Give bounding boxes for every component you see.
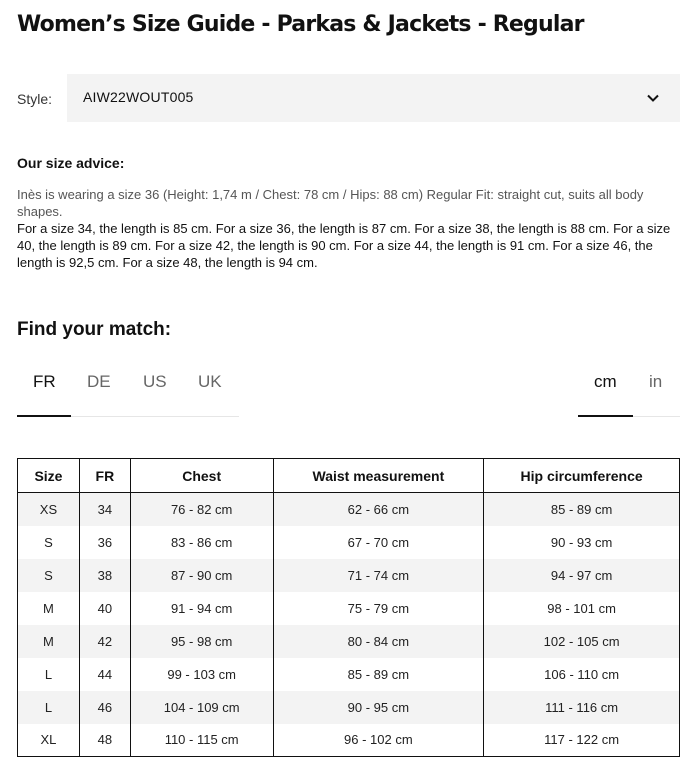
table-row bbox=[18, 724, 680, 757]
tab-region-uk[interactable]: UK bbox=[198, 372, 222, 391]
header-hip: Hip circumference bbox=[484, 459, 680, 493]
style-select[interactable] bbox=[67, 74, 680, 122]
cell-chest: 87 - 90 cm bbox=[130, 559, 273, 592]
cell-chest: 83 - 86 cm bbox=[130, 526, 273, 559]
cell-hip: 85 - 89 cm bbox=[484, 493, 680, 526]
table-header-row bbox=[18, 459, 680, 493]
header-fr: FR bbox=[79, 459, 130, 493]
page-title: Women’s Size Guide - Parkas & Jackets - Regular bbox=[17, 12, 584, 37]
cell-hip: 94 - 97 cm bbox=[484, 559, 680, 592]
cell-fr: 42 bbox=[79, 625, 130, 658]
cell-fr: 46 bbox=[79, 691, 130, 724]
advice-length-info: For a size 34, the length is 85 cm. For a size 36, the length is 87 cm. For a size 38, the length is 88 cm. For a size 40, the length is 89 cm. For a size 42, the length is 90 cm. For a size 44, the length is 91 cm. For a size 46, the length is 92,5 cm. For a size 48, the length is 94 cm. bbox=[17, 221, 671, 270]
table-row bbox=[18, 559, 680, 592]
cell-fr: 40 bbox=[79, 592, 130, 625]
tab-unit-in[interactable]: in bbox=[649, 372, 663, 391]
table-row bbox=[18, 658, 680, 691]
cell-size: M bbox=[18, 592, 80, 625]
header-size: Size bbox=[18, 459, 80, 493]
cell-fr: 36 bbox=[79, 526, 130, 559]
cell-waist: 80 - 84 cm bbox=[273, 625, 484, 658]
unit-tab-underline bbox=[578, 415, 633, 417]
table-row bbox=[18, 691, 680, 724]
cell-waist: 96 - 102 cm bbox=[273, 724, 484, 757]
cell-fr: 38 bbox=[79, 559, 130, 592]
table-row bbox=[18, 526, 680, 559]
cell-size: XS bbox=[18, 493, 80, 526]
cell-size: L bbox=[18, 658, 80, 691]
cell-chest: 91 - 94 cm bbox=[130, 592, 273, 625]
cell-fr: 44 bbox=[79, 658, 130, 691]
cell-fr: 34 bbox=[79, 493, 130, 526]
tab-region-fr[interactable]: FR bbox=[33, 372, 56, 391]
cell-waist: 62 - 66 cm bbox=[273, 493, 484, 526]
cell-size: XL bbox=[18, 724, 80, 757]
advice-model-info: Inès is wearing a size 36 (Height: 1,74 m / Chest: 78 cm / Hips: 88 cm) Regular Fit: straight cut, suits all body shapes. bbox=[17, 187, 644, 219]
region-tab-underline bbox=[17, 415, 71, 417]
cell-hip: 90 - 93 cm bbox=[484, 526, 680, 559]
advice-title: Our size advice: bbox=[17, 155, 125, 171]
chevron-down-icon bbox=[646, 91, 660, 105]
style-select-value: AIW22WOUT005 bbox=[83, 89, 194, 105]
header-chest: Chest bbox=[130, 459, 273, 493]
cell-size: S bbox=[18, 526, 80, 559]
tab-region-us[interactable]: US bbox=[143, 372, 167, 391]
cell-waist: 85 - 89 cm bbox=[273, 658, 484, 691]
cell-chest: 95 - 98 cm bbox=[130, 625, 273, 658]
cell-waist: 67 - 70 cm bbox=[273, 526, 484, 559]
find-match-title: Find your match: bbox=[17, 319, 172, 340]
table-row bbox=[18, 493, 680, 526]
size-table bbox=[17, 458, 680, 757]
cell-waist: 75 - 79 cm bbox=[273, 592, 484, 625]
cell-hip: 106 - 110 cm bbox=[484, 658, 680, 691]
cell-hip: 111 - 116 cm bbox=[484, 691, 680, 724]
cell-waist: 71 - 74 cm bbox=[273, 559, 484, 592]
cell-hip: 102 - 105 cm bbox=[484, 625, 680, 658]
table-row bbox=[18, 625, 680, 658]
cell-size: L bbox=[18, 691, 80, 724]
cell-size: S bbox=[18, 559, 80, 592]
cell-chest: 104 - 109 cm bbox=[130, 691, 273, 724]
header-waist: Waist measurement bbox=[273, 459, 484, 493]
table-row bbox=[18, 592, 680, 625]
cell-size: M bbox=[18, 625, 80, 658]
cell-hip: 117 - 122 cm bbox=[484, 724, 680, 757]
cell-chest: 76 - 82 cm bbox=[130, 493, 273, 526]
cell-chest: 99 - 103 cm bbox=[130, 658, 273, 691]
cell-hip: 98 - 101 cm bbox=[484, 592, 680, 625]
cell-fr: 48 bbox=[79, 724, 130, 757]
cell-chest: 110 - 115 cm bbox=[130, 724, 273, 757]
tab-unit-cm[interactable]: cm bbox=[594, 372, 617, 391]
style-label: Style: bbox=[17, 91, 53, 107]
cell-waist: 90 - 95 cm bbox=[273, 691, 484, 724]
tab-region-de[interactable]: DE bbox=[87, 372, 111, 391]
